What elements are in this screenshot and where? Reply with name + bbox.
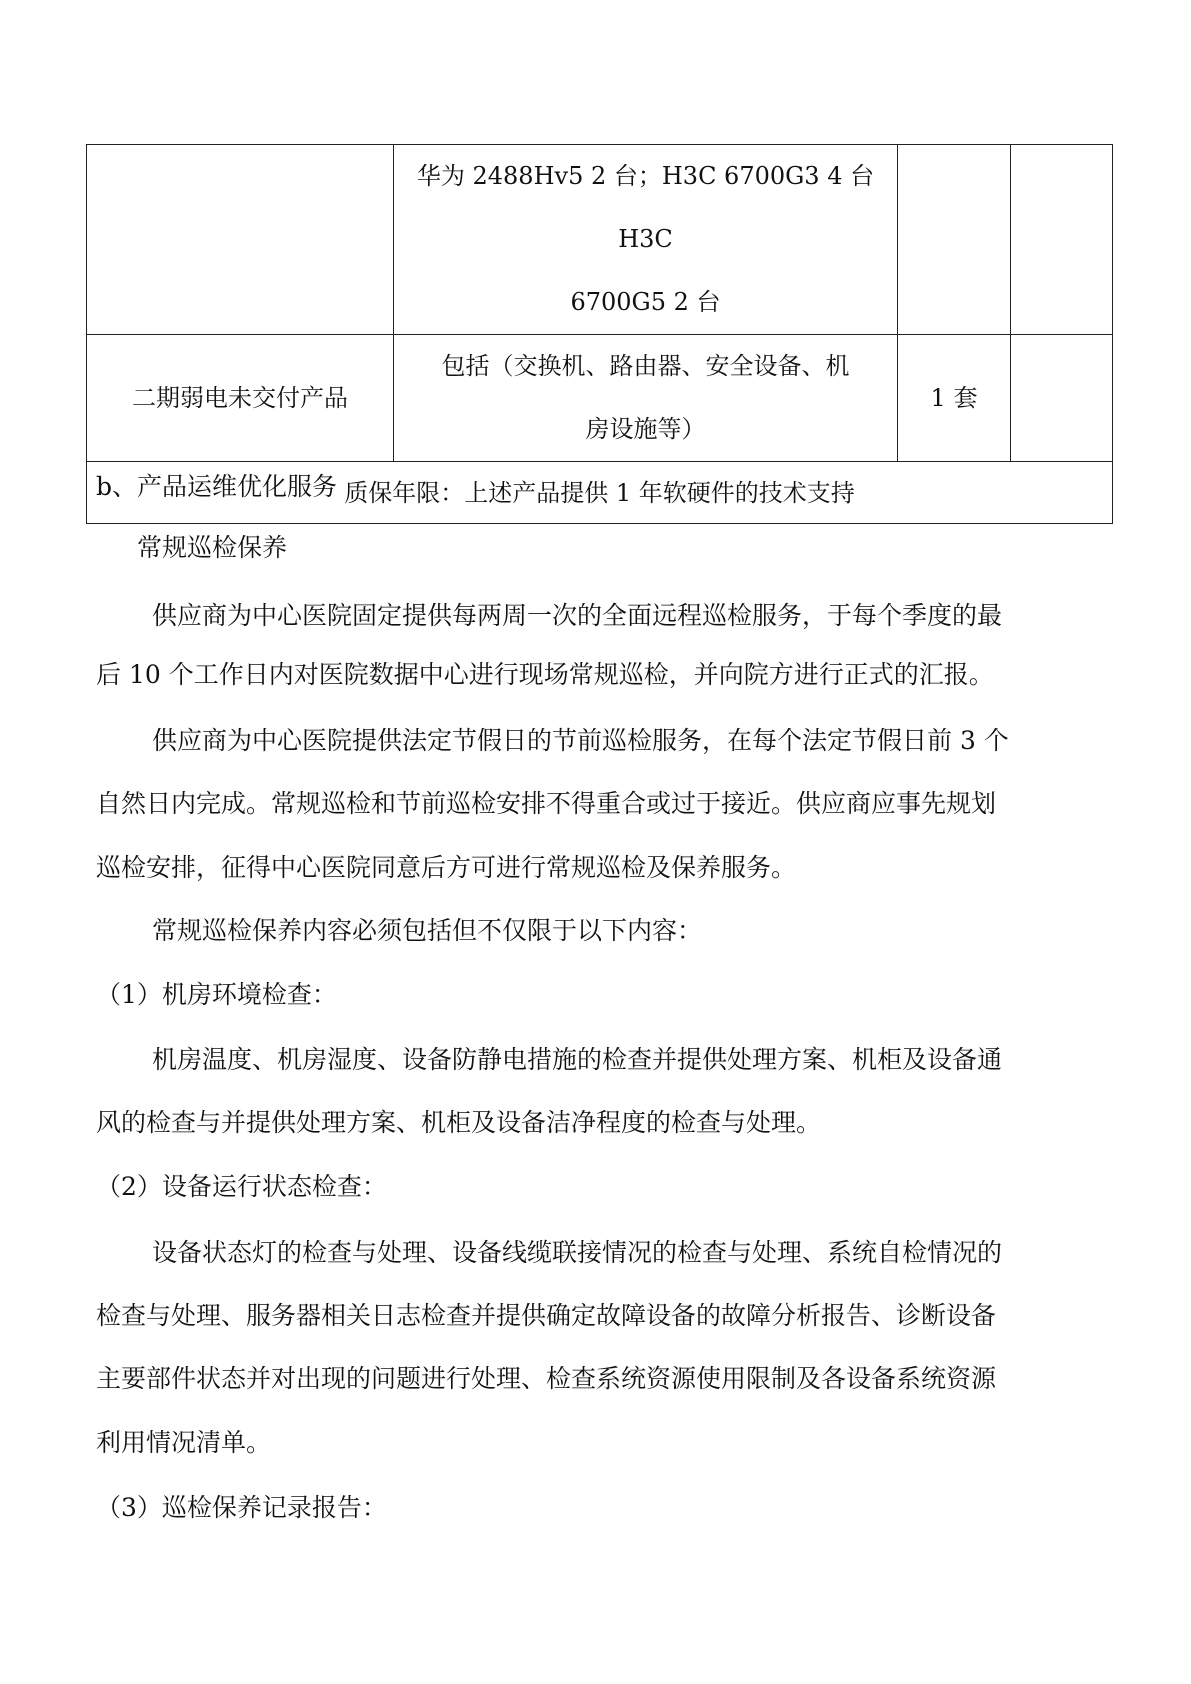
table-cell <box>394 145 898 335</box>
paragraph-line: 自然日内完成。常规巡检和节前巡检安排不得重合或过于接近。供应商应事先规划 <box>96 789 997 818</box>
table-cell <box>1011 335 1113 462</box>
paragraph-line: 主要部件状态并对出现的问题进行处理、检查系统资源使用限制及各设备系统资源 <box>96 1364 997 1393</box>
paragraph-line: 供应商为中心医院提供法定节假日的节前巡检服务，在每个法定节假日前 3 个 <box>152 726 1009 755</box>
sub-heading: 常规巡检保养 <box>137 533 288 562</box>
table-cell-line: 6700G5 2 台 <box>570 288 721 316</box>
paragraph-line: 常规巡检保养内容必须包括但不仅限于以下内容： <box>152 916 703 945</box>
paragraph-line: 检查与处理、服务器相关日志检查并提供确定故障设备的故障分析报告、诊断设备 <box>96 1301 997 1330</box>
table-cell <box>1011 145 1113 335</box>
item-heading: （3）巡检保养记录报告： <box>96 1493 387 1522</box>
product-table <box>86 144 1113 524</box>
section-heading: b、产品运维优化服务 <box>96 472 338 501</box>
paragraph-line: 后 10 个工作日内对医院数据中心进行现场常规巡检，并向院方进行正式的汇报。 <box>96 660 994 689</box>
table-cell-warranty: 质保年限：上述产品提供 1 年软硬件的技术支持 <box>87 462 1113 524</box>
table-cell-line: 房设施等） <box>585 415 706 443</box>
paragraph-line: 供应商为中心医院固定提供每两周一次的全面远程巡检服务，于每个季度的最 <box>152 601 1003 630</box>
item-heading: （2）设备运行状态检查： <box>96 1172 387 1201</box>
table-cell <box>394 335 898 462</box>
table-cell <box>87 145 394 335</box>
paragraph-line: 利用情况清单。 <box>96 1428 272 1457</box>
item-heading: （1）机房环境检查： <box>96 980 337 1009</box>
table-cell <box>898 145 1011 335</box>
paragraph-line: 风的检查与并提供处理方案、机柜及设备洁净程度的检查与处理。 <box>96 1108 822 1137</box>
paragraph-line: 巡检安排，征得中心医院同意后方可进行常规巡检及保养服务。 <box>96 853 797 882</box>
table-cell-line: 华为 2488Hv5 2 台；H3C 6700G3 4 台 H3C <box>416 162 875 253</box>
paragraph-line: 机房温度、机房湿度、设备防静电措施的检查并提供处理方案、机柜及设备通 <box>152 1045 1003 1074</box>
table-row <box>87 145 1113 335</box>
table-row <box>87 335 1113 462</box>
table-cell-quantity: 1 套 <box>898 335 1011 462</box>
table-cell-line: 包括（交换机、路由器、安全设备、机 <box>441 352 850 380</box>
table-cell-product-name: 二期弱电未交付产品 <box>87 335 394 462</box>
paragraph-line: 设备状态灯的检查与处理、设备线缆联接情况的检查与处理、系统自检情况的 <box>152 1238 1003 1267</box>
